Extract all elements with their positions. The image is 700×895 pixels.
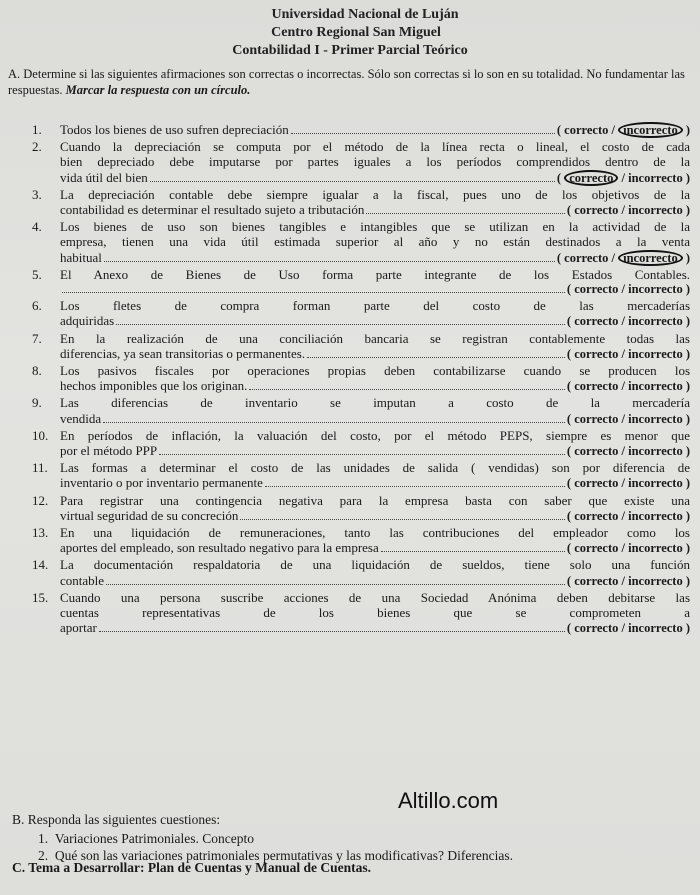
answer-line [60, 122, 690, 138]
question-line: empresa, tienen una vida útil estimada superior al año y no están destinados a la venta [60, 234, 690, 250]
question-line: En la realización de una conciliación bancaria se registran contablemente todas las [60, 330, 690, 346]
question-line: En una liquidación de remuneraciones, tanto las contribuciones del empleador como los [60, 525, 690, 541]
question-body [60, 557, 690, 588]
exam-title: Contabilidad I - Primer Parcial Teórico [232, 43, 468, 58]
dotted-leader [106, 584, 565, 585]
watermark: Altillo.com [398, 788, 499, 813]
question-line: En períodos de inflación, la valuación del costo, por el método PEPS, siempre es menor que [60, 427, 690, 443]
question-line: Los bienes de uso son bienes tangibles e intangibles que se utilizan en la actividad de la [60, 219, 690, 235]
question-item [30, 363, 690, 394]
section-b-questions [38, 830, 692, 864]
question-line: contabilidad es determinar el resultado sujeto a tributación [60, 202, 365, 218]
question-line: La documentación respaldatoria de una liquidación de sueldos, tiene solo una función [60, 557, 690, 573]
question-line: Cuando la depreciación se computa por el método de la línea recta o lineal, el costo de cada [60, 139, 690, 155]
question-item [30, 557, 690, 588]
question-line: hechos imponibles que los originan. [60, 378, 248, 394]
dotted-leader [307, 357, 565, 358]
question-line: habitual [60, 249, 102, 265]
question-text: Qué son las variaciones patrimoniales permutativas y las modificativas? Diferencias. [54, 848, 513, 863]
question-number: 12. [32, 492, 49, 508]
question-number: 11. [32, 460, 48, 476]
question-number: 13. [32, 525, 49, 541]
dotted-leader [291, 133, 555, 134]
question-line: cuentas representativas de los bienes que se comprometen a [60, 605, 690, 621]
question-item [30, 428, 690, 459]
dotted-leader [116, 324, 565, 325]
answer-choice[interactable]: ( correcto / incorrecto ) [566, 379, 690, 394]
question-item [30, 187, 690, 218]
question-number: 9. [32, 395, 42, 411]
question-body [60, 395, 690, 426]
answer-choice[interactable]: ( correcto / incorrecto ) [566, 346, 690, 361]
answer-line [60, 620, 690, 636]
question-body [60, 525, 690, 556]
question-line: virtual seguridad de su concreción [60, 507, 239, 523]
question-number: 2. [38, 848, 49, 863]
section-c-title: C. Tema a Desarrollar: Plan de Cuentas y Manual de Cuentas. [12, 860, 372, 875]
section-a-intro-text: A. Determine si las siguientes afirmaciones son correctas o incorrectas. Sólo son correctas si lo son en su totalidad. No fundamentar las respuestas. [8, 67, 685, 97]
question-body [60, 122, 690, 138]
answer-line [60, 508, 690, 524]
question-line: La depreciación contable debe siempre igualar a la fiscal, pues uno de los objetivos de la [60, 186, 690, 202]
question-body [60, 460, 690, 491]
answer-choice[interactable]: ( correcto / incorrecto ) [566, 203, 690, 218]
dotted-leader [366, 213, 565, 214]
question-item [30, 298, 690, 329]
question-line: Cuando una persona suscribe acciones de una Sociedad Anónima deben debitarse las [60, 589, 690, 605]
section-b [12, 812, 692, 864]
question-line: aportar [60, 620, 97, 636]
question-body [60, 139, 690, 186]
question-item [30, 122, 690, 138]
question-line: Los fletes de compra forman parte del costo de las mercaderías [60, 298, 690, 314]
question-number: 5. [32, 266, 42, 282]
answer-choice[interactable]: ( correcto / incorrecto ) [566, 541, 690, 556]
question-body [60, 363, 690, 394]
section-a-instructions [8, 66, 688, 98]
question-line: bien depreciado debe imputarse por partes iguales a los períodos comprendidos dentro de la [60, 154, 690, 170]
question-text: Variaciones Patrimoniales. Concepto [54, 831, 254, 846]
question-number: 15. [32, 589, 49, 605]
answer-line [60, 443, 690, 459]
question-line: Los pasivos fiscales por operaciones propias deben contabilizarse cuando se producen los [60, 363, 690, 379]
question-line: El Anexo de Bienes de Uso forma parte integrante de los Estados Contables. [60, 266, 690, 282]
circled-answer: correcto [564, 170, 618, 186]
dotted-leader [150, 181, 555, 182]
answer-choice[interactable]: ( correcto / incorrecto ) [566, 508, 690, 523]
question-line: Para registrar una contingencia negativa para la empresa basta con saber que existe una [60, 492, 690, 508]
dotted-leader [265, 486, 565, 487]
answer-choice[interactable]: ( correcto / incorrecto ) [566, 573, 690, 588]
question-line: vida útil del bien [60, 169, 148, 185]
question-body [60, 493, 690, 524]
dotted-leader [240, 519, 565, 520]
question-item [30, 493, 690, 524]
dotted-leader [99, 631, 565, 632]
section-b-title: B. Responda las siguientes cuestiones: [12, 812, 221, 827]
question-item [30, 590, 690, 637]
question-item [30, 219, 690, 266]
answer-line [60, 170, 690, 186]
circled-answer: incorrecto [618, 250, 683, 266]
answer-line [60, 573, 690, 589]
question-item [38, 830, 692, 847]
question-number: 6. [32, 298, 42, 314]
question-number: 4. [32, 219, 42, 235]
answer-choice[interactable]: ( correcto / incorrecto ) [566, 411, 690, 426]
question-line: Las diferencias de inventario se imputan a costo de la mercadería [60, 395, 690, 411]
dotted-leader [103, 422, 565, 423]
question-body [60, 219, 690, 266]
dotted-leader [381, 551, 565, 552]
question-number: 1. [38, 831, 49, 846]
answer-choice[interactable]: ( correcto / incorrecto ) [566, 621, 690, 636]
circled-answer: incorrecto [618, 122, 683, 138]
question-line: Las formas a determinar el costo de las unidades de salida ( vendidas) son por diferencia de [60, 460, 690, 476]
question-line: vendida [60, 410, 102, 426]
question-item [30, 525, 690, 556]
question-body [60, 428, 690, 459]
question-body [60, 298, 690, 329]
answer-line [60, 540, 690, 556]
question-line: contable [60, 572, 105, 588]
question-item [30, 331, 690, 362]
dotted-leader [159, 454, 565, 455]
answer-line [60, 313, 690, 329]
question-line: diferencias, ya sean transitorias o permanentes. [60, 345, 306, 361]
question-line: adquiridas [60, 313, 115, 329]
question-number: 1. [32, 122, 42, 137]
section-a-items [30, 122, 690, 638]
answer-choice[interactable]: ( correcto / incorrecto ) [566, 282, 690, 297]
answer-line [60, 475, 690, 491]
question-body [60, 267, 690, 297]
question-number: 8. [32, 363, 42, 379]
regional-center: Centro Regional San Miguel [271, 25, 441, 40]
question-number: 2. [32, 139, 42, 155]
answer-line [60, 202, 690, 218]
question-item [30, 460, 690, 491]
answer-choice[interactable]: ( correcto / incorrecto ) [556, 170, 690, 185]
question-line: por el método PPP [60, 443, 158, 459]
answer-choice[interactable]: ( correcto / incorrecto ) [566, 444, 690, 459]
question-number: 3. [32, 186, 42, 202]
question-body [60, 187, 690, 218]
answer-choice[interactable]: ( correcto / incorrecto ) [566, 314, 690, 329]
answer-line [60, 411, 690, 427]
question-number: 7. [32, 330, 42, 346]
section-a-intro-bold: Marcar la respuesta con un círculo. [65, 83, 251, 97]
question-number: 10. [32, 427, 49, 443]
answer-line [60, 346, 690, 362]
exam-header [0, 6, 700, 60]
dotted-leader [104, 261, 555, 262]
question-line: Todos los bienes de uso sufren depreciación [60, 122, 289, 137]
answer-line [60, 282, 690, 297]
dotted-leader [62, 292, 565, 293]
answer-choice[interactable]: ( correcto / incorrecto ) [556, 250, 690, 265]
question-line: aportes del empleado, son resultado negativo para la empresa [60, 540, 379, 556]
question-body [60, 590, 690, 637]
question-item [30, 139, 690, 186]
answer-choice[interactable]: ( correcto / incorrecto ) [566, 476, 690, 491]
answer-choice[interactable]: ( correcto / incorrecto ) [556, 123, 690, 137]
dotted-leader [249, 389, 565, 390]
question-item [30, 267, 690, 297]
question-line: inventario o por inventario permanente [60, 475, 263, 491]
answer-line [60, 250, 690, 266]
question-item [30, 395, 690, 426]
question-body [60, 331, 690, 362]
question-number: 14. [32, 557, 49, 573]
university-name: Universidad Nacional de Luján [271, 7, 459, 22]
answer-line [60, 378, 690, 394]
